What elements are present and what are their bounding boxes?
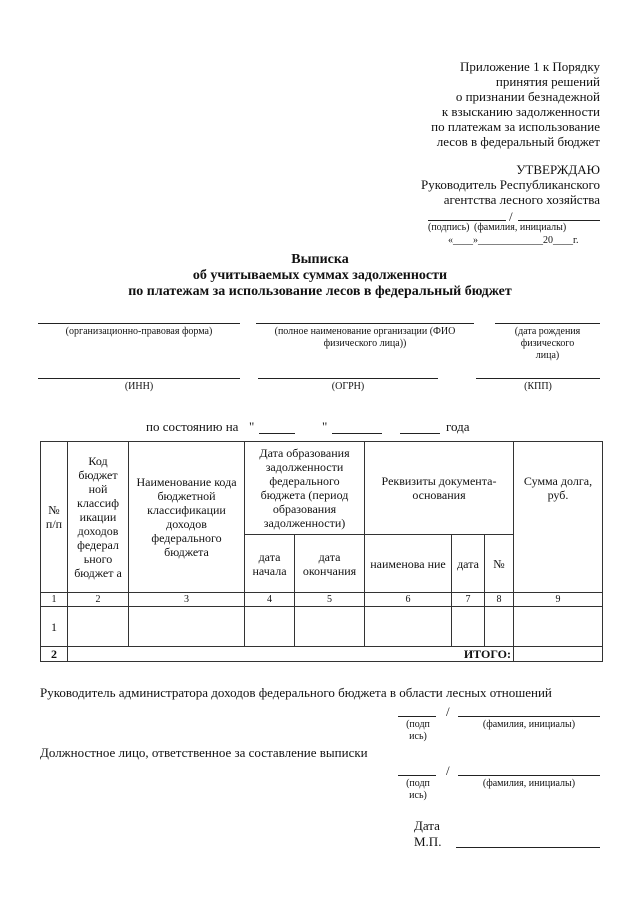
date-label: Дата [414, 818, 440, 833]
as-of-month-line [332, 433, 382, 434]
appendix-line: о признании безнадежной [455, 89, 600, 104]
header-date-group: Дата образования задолженности федерального бюджета (период образования задолженности) [245, 442, 365, 535]
header-num: № п/п [41, 442, 68, 593]
col-number: 2 [68, 593, 129, 607]
as-of-label: по состоянию на [146, 419, 239, 434]
col-number: 6 [365, 593, 452, 607]
appendix-line: Приложение 1 к Порядку [460, 59, 600, 74]
row-num: 1 [41, 607, 68, 647]
table-cell [68, 607, 129, 647]
approve-signature-caption: (подпись) [428, 222, 470, 233]
table-cell [295, 607, 365, 647]
org-name-caption [256, 326, 474, 350]
as-of-year-line [400, 433, 440, 434]
official-slash: / [446, 763, 450, 778]
official-signature-line [398, 775, 436, 776]
table-cell [129, 607, 245, 647]
official-name-line [458, 775, 600, 776]
caption-line: лица) [535, 350, 560, 361]
head-signature-caption [398, 719, 438, 743]
header-code: Код бюджет ной классиф икации доходов федерал ьного бюджет а [68, 442, 129, 593]
appendix-block [340, 59, 600, 149]
approve-signature-line [428, 220, 506, 221]
col-number: 3 [129, 593, 245, 607]
total-label: ИТОГО: [68, 647, 514, 662]
header-code-name: Наименование кода бюджетной классификации доходов федерального бюджета [129, 442, 245, 593]
header-doc-name: наименова ние [365, 535, 452, 593]
stamp-label: М.П. [414, 834, 442, 849]
kpp-caption: (КПП) [524, 381, 552, 392]
birth-date-line [495, 323, 600, 324]
total-num: 2 [41, 647, 68, 662]
head-signature-line [398, 716, 436, 717]
title-line: по платежам за использование лесов в федеральный бюджет [128, 284, 512, 299]
caption-line: (полное наименование организации (ФИО [274, 326, 456, 337]
caption-line: (дата рождения [514, 326, 581, 337]
head-slash: / [446, 704, 450, 719]
kpp-line [476, 378, 600, 379]
col-number: 8 [485, 593, 514, 607]
total-value [514, 647, 603, 662]
col-number: 5 [295, 593, 365, 607]
approve-title: УТВЕРЖДАЮ [516, 162, 600, 177]
birth-date-caption [495, 326, 600, 362]
document-title [0, 252, 640, 300]
approve-line: агентства лесного хозяйства [443, 192, 600, 207]
appendix-line: по платежам за использование [431, 119, 600, 134]
table-cell [452, 607, 485, 647]
appendix-line: принятия решений [495, 74, 600, 89]
appendix-line: к взысканию задолженности [441, 104, 600, 119]
as-of-quote: " [322, 419, 328, 434]
inn-caption: (ИНН) [124, 381, 154, 392]
table-cell [485, 607, 514, 647]
caption-line: ись) [409, 790, 427, 801]
approve-line: Руководитель Республиканского [421, 177, 600, 192]
header-doc-num: № [485, 535, 514, 593]
caption-line: физического лица)) [323, 338, 407, 349]
header-date-end: дата окончания [295, 535, 365, 593]
caption-line: ись) [409, 731, 427, 742]
head-name-caption: (фамилия, инициалы) [482, 719, 576, 730]
debt-table [40, 441, 603, 662]
official-name-caption: (фамилия, инициалы) [482, 778, 576, 789]
title-line: об учитываемых суммах задолженности [192, 268, 448, 283]
header-row [41, 442, 603, 535]
header-doc-date: дата [452, 535, 485, 593]
ogrn-line [258, 378, 438, 379]
appendix-line: лесов в федеральный бюджет [436, 134, 600, 149]
as-of-suffix: года [446, 419, 470, 434]
caption-line: физического [520, 338, 575, 349]
approval-block [340, 162, 600, 207]
approve-slash: / [509, 209, 513, 224]
org-form-caption: (организационно-правовая форма) [65, 326, 213, 337]
column-number-row [41, 593, 603, 607]
approve-name-caption: (фамилия, инициалы) [474, 222, 567, 233]
col-number: 9 [514, 593, 603, 607]
org-form-line [38, 323, 240, 324]
col-number: 7 [452, 593, 485, 607]
col-number: 4 [245, 593, 295, 607]
table-row [41, 607, 603, 647]
header-date-start: дата начала [245, 535, 295, 593]
title-line: Выписка [291, 252, 349, 267]
date-line [456, 847, 600, 848]
table-cell [514, 607, 603, 647]
col-number: 1 [41, 593, 68, 607]
as-of-day-line [259, 433, 295, 434]
approve-date-line: «____»_____________20____г. [448, 235, 579, 246]
org-name-line [256, 323, 474, 324]
table-cell [365, 607, 452, 647]
approve-name-line [518, 220, 600, 221]
official-label: Должностное лицо, ответственное за составление выписки [40, 745, 368, 760]
caption-line: (подп [406, 778, 430, 789]
as-of-quote: " [249, 419, 255, 434]
official-signature-caption [398, 778, 438, 802]
head-label: Руководитель администратора доходов федерального бюджета в области лесных отношений [40, 685, 552, 700]
ogrn-caption: (ОГРН) [331, 381, 365, 392]
caption-line: (подп [406, 719, 430, 730]
header-sum: Сумма долга, руб. [514, 442, 603, 593]
table-cell [245, 607, 295, 647]
header-doc-group: Реквизиты документа-основания [365, 442, 514, 535]
total-row [41, 647, 603, 662]
head-name-line [458, 716, 600, 717]
inn-line [38, 378, 240, 379]
